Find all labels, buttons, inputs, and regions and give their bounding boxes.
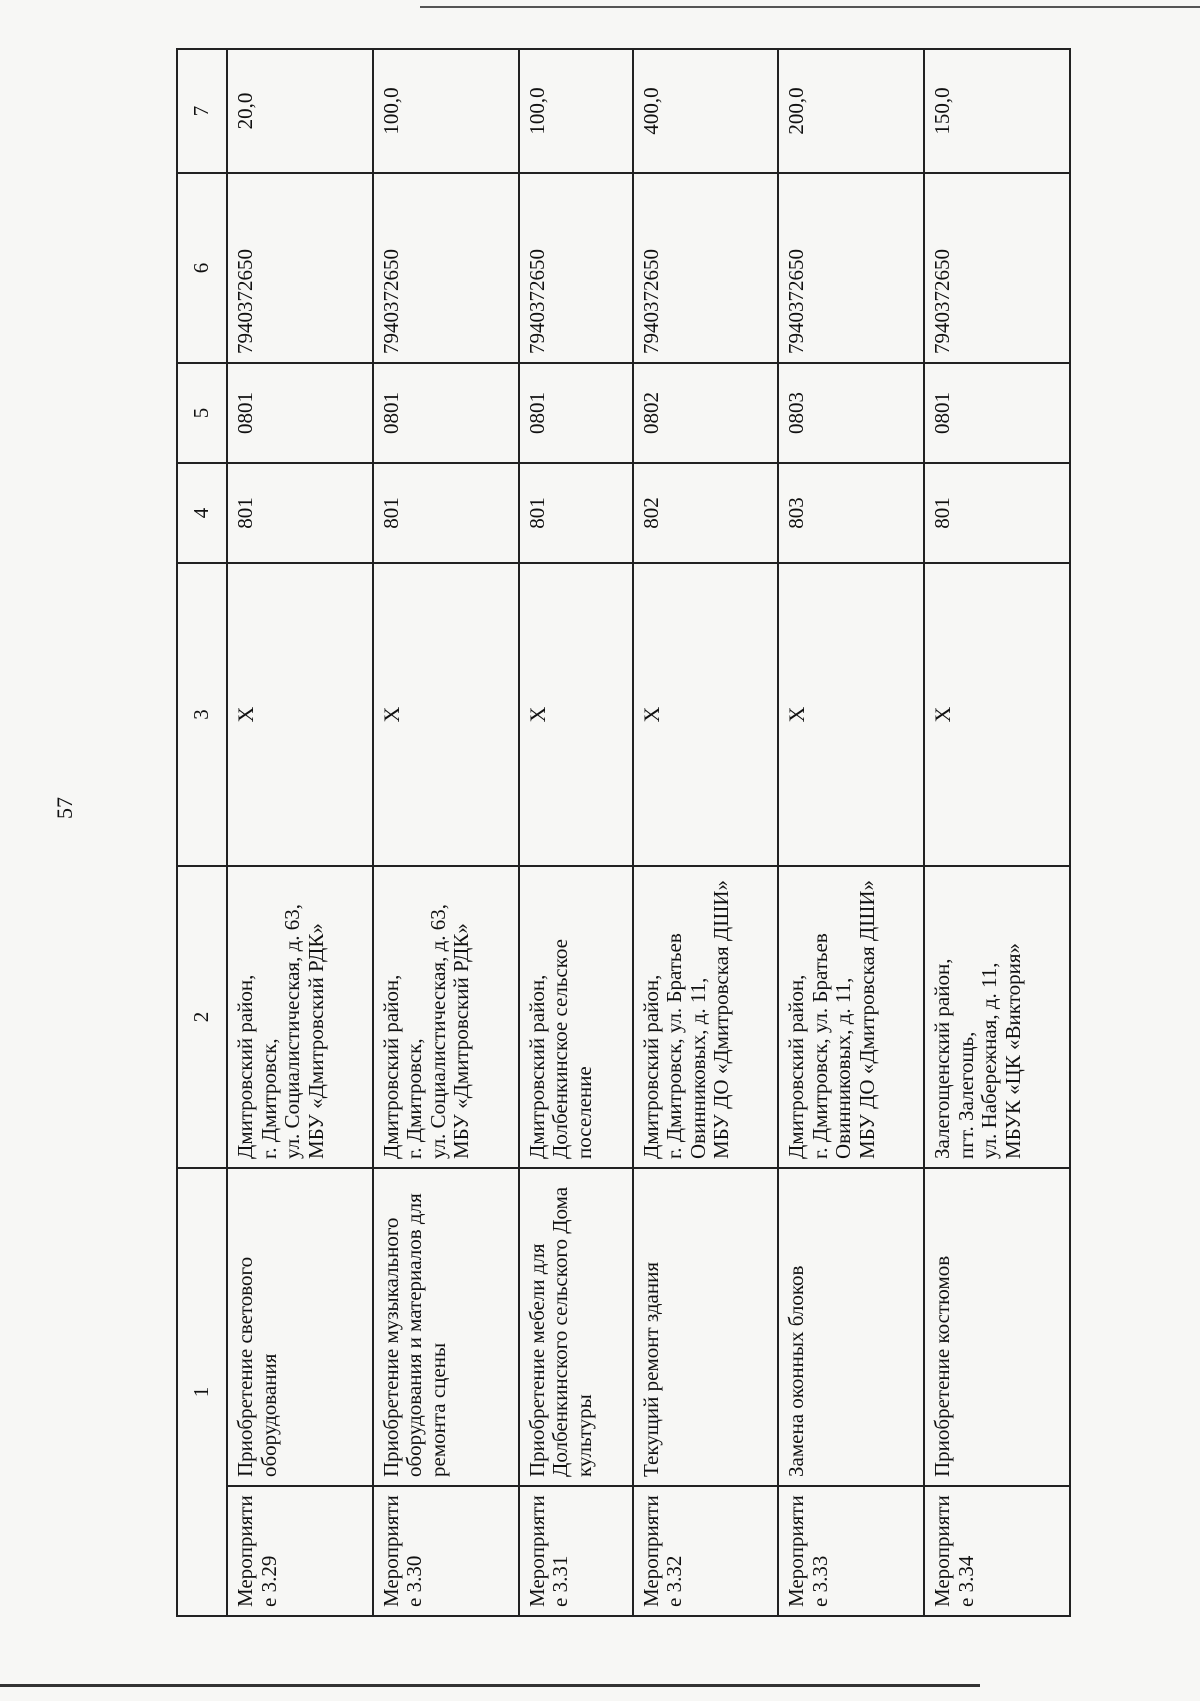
cell-col6: 7940372650 [519,173,633,363]
cell-col6: 7940372650 [633,173,779,363]
cell-col4: 801 [924,463,1070,563]
measure-address: Дмитровский район, г. Дмитровск, ул. Братьев Овинниковых, д. 11, МБУ ДО «Дмитровская ДШИ» [778,866,924,1168]
measure-name: Приобретение костюмов [924,1168,1070,1486]
cell-col6: 7940372650 [924,173,1070,363]
table-row [227,49,373,1616]
cell-col7: 150,0 [924,49,1070,173]
cell-col4: 803 [778,463,924,563]
cell-col5: 0802 [633,363,779,463]
measure-id: Мероприятие 3.30 [373,1486,519,1616]
measure-name: Замена оконных блоков [778,1168,924,1486]
table-row [924,49,1070,1616]
table-row [778,49,924,1616]
header-cell: 3 [177,563,227,866]
header-cell: 2 [177,866,227,1168]
scan-edge-top [420,6,1200,8]
table-row [633,49,779,1616]
measure-name: Приобретение светового оборудования [227,1168,373,1486]
cell-col3: X [778,563,924,866]
measure-address: Дмитровский район, Долбенкинское сельское поселение [519,866,633,1168]
measure-address: Дмитровский район, г. Дмитровск, ул. Братьев Овинниковых, д. 11, МБУ ДО «Дмитровская ДШИ» [633,866,779,1168]
cell-col3: X [924,563,1070,866]
cell-col6: 7940372650 [373,173,519,363]
cell-col3: X [519,563,633,866]
measure-id: Мероприятие 3.29 [227,1486,373,1616]
cell-col7: 20,0 [227,49,373,173]
cell-col7: 100,0 [373,49,519,173]
cell-col5: 0801 [924,363,1070,463]
cell-col5: 0803 [778,363,924,463]
cell-col5: 0801 [227,363,373,463]
cell-col3: X [227,563,373,866]
rotated-table-container [176,50,1071,1617]
measure-name: Приобретение музыкального оборудования и материалов для ремонта сцены [373,1168,519,1486]
cell-col6: 7940372650 [778,173,924,363]
measure-id: Мероприятие 3.33 [778,1486,924,1616]
header-cell: 4 [177,463,227,563]
measure-name: Приобретение мебели для Долбенкинского сельского Дома культуры [519,1168,633,1486]
measure-address: Залегощенский район, пгт. Залегощь, ул. Набережная, д. 11, МБУК «ЦК «Виктория» [924,866,1070,1168]
header-cell: 5 [177,363,227,463]
table-row [519,49,633,1616]
page-number: 57 [52,797,77,819]
header-cell: 7 [177,49,227,173]
cell-col3: X [373,563,519,866]
measure-address: Дмитровский район, г. Дмитровск, ул. Социалистическая, д. 63, МБУ «Дмитровский РДК» [373,866,519,1168]
table-row [373,49,519,1616]
measure-id: Мероприятие 3.34 [924,1486,1070,1616]
cell-col4: 802 [633,463,779,563]
measure-id: Мероприятие 3.31 [519,1486,633,1616]
cell-col6: 7940372650 [227,173,373,363]
cell-col7: 200,0 [778,49,924,173]
cell-col4: 801 [373,463,519,563]
cell-col3: X [633,563,779,866]
measure-address: Дмитровский район, г. Дмитровск, ул. Социалистическая, д. 63, МБУ «Дмитровский РДК» [227,866,373,1168]
measure-name: Текущий ремонт здания [633,1168,779,1486]
cell-col4: 801 [227,463,373,563]
cell-col4: 801 [519,463,633,563]
header-cell: 1 [177,1168,227,1616]
cell-col5: 0801 [373,363,519,463]
cell-col5: 0801 [519,363,633,463]
header-row [177,49,227,1616]
header-cell: 6 [177,173,227,363]
measure-id: Мероприятие 3.32 [633,1486,779,1616]
cell-col7: 400,0 [633,49,779,173]
budget-table [176,48,1071,1617]
cell-col7: 100,0 [519,49,633,173]
scan-edge-bottom [0,1684,980,1687]
